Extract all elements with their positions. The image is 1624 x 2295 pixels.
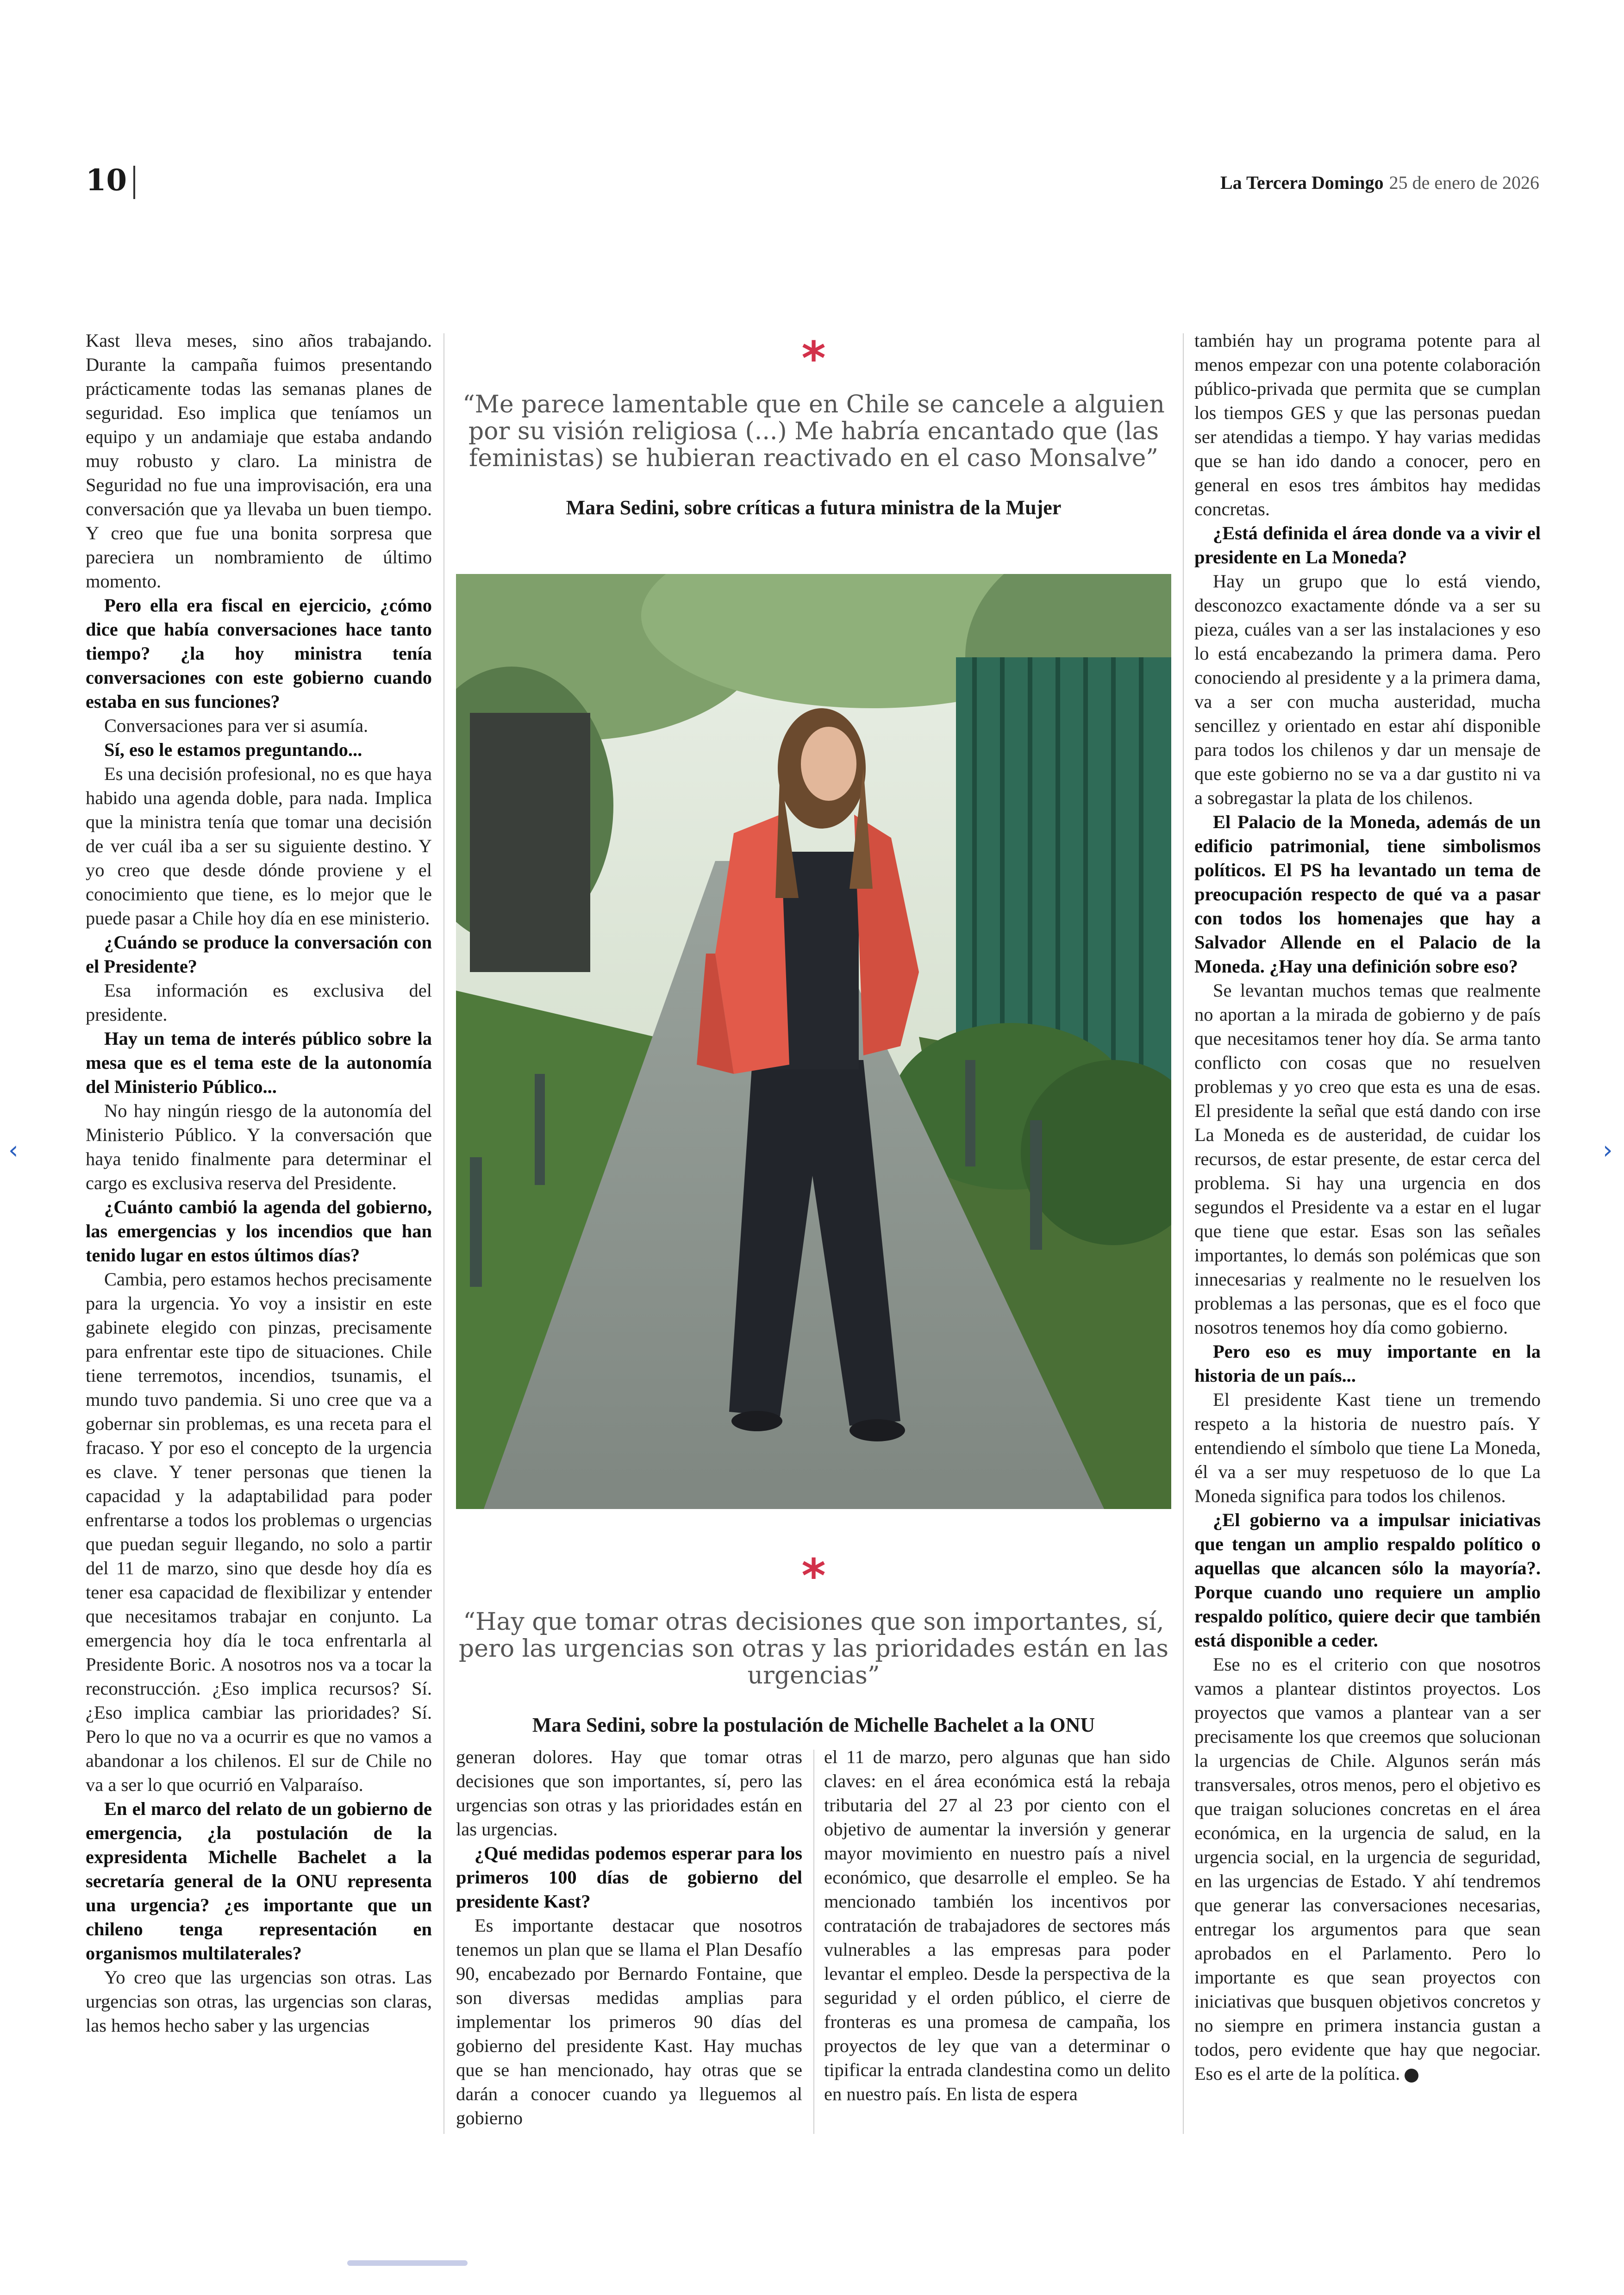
article-column-2: [456, 1745, 802, 2134]
interview-answer: Yo creo que las urgencias son otras. Las urgencias son otras, las urgencias son claras, las hemos hecho saber y las urgencias: [86, 1967, 432, 2036]
interview-question: ¿Cuánto cambió la agenda del gobierno, las emergencias y los incendios que han tenido lugar en estos últimos días?: [86, 1197, 432, 1266]
asterisk-icon: *: [801, 331, 826, 386]
article-column-4: [1194, 329, 1541, 2134]
publication-date: 25 de enero de 2026: [1389, 172, 1539, 193]
interview-question: Pero eso es muy importante en la historia de un país...: [1194, 1341, 1541, 1386]
interview-question: Sí, eso le estamos preguntando...: [104, 739, 362, 760]
column-divider: [1183, 333, 1184, 2134]
article-photo: [456, 574, 1171, 1509]
interview-answer: también hay un programa potente para al menos empezar con una potente colaboración público-privada que permita que se cumplan los tiempos GES y que las personas puedan ser atendidas a tiempo. Y hay varias medidas que se han ido dando a conocer, pero en general en esos tres ámbitos hay medidas concretas.: [1194, 330, 1541, 519]
horizontal-scrollbar[interactable]: [347, 2260, 468, 2266]
interview-question: Pero ella era fiscal en ejercicio, ¿cómo dice que había conversaciones hace tanto tiempo? ¿la hoy ministra tenía conversaciones con este gobierno cuando estaba en sus funciones?: [86, 595, 432, 712]
interview-question: ¿Está definida el área donde va a vivir el presidente en La Moneda?: [1194, 523, 1541, 568]
page-header: [86, 162, 1539, 199]
pullquote-text: “Hay que tomar otras decisiones que son importantes, sí, pero las urgencias son otras y las prioridades están en las urgencias”: [458, 1608, 1169, 1690]
pullquote-bottom: [456, 1549, 1171, 1738]
interview-answer: Conversaciones para ver si asumía.: [104, 715, 369, 736]
interview-answer: Se levantan muchos temas que realmente no aportan a la mirada de gobierno y de país que necesitamos tener hoy día. Se arma tanto conflicto con cosas que no resuelven problemas y yo creo que esta es una de esas. El presidente la señal que está dando con irse La Moneda es de austeridad, de cuidar los recursos, de estar presente, de estar cerca del problema. Si hay una urgencia en dos segundos el Presidente va a estar en el lugar que tiene que estar. Esas son las señales importantes, lo demás son polémicas que son innecesarias y realmente no le resuelven los problemas a las personas, que es el foco que nosotros tenemos hoy día como gobierno.: [1194, 980, 1541, 1338]
column-divider: [813, 1750, 814, 2134]
photo-woman-walking: [456, 574, 1171, 1509]
interview-answer: generan dolores. Hay que tomar otras decisiones que son importantes, sí, pero las urgencias son otras y las prioridades están en las urgencias.: [456, 1746, 802, 1840]
interview-question: ¿Qué medidas podemos esperar para los primeros 100 días de gobierno del presidente Kast?: [456, 1843, 802, 1912]
interview-answer: Hay un grupo que lo está viendo, desconozco exactamente dónde va a ser su pieza, cuáles van a ser las instalaciones y eso lo está encabezando la primera dama. Pero conociendo al presidente y a la primera dama, va a ser con mucha austeridad, mucha sencillez y orientado en estar ahí disponible para todos los chilenos y dar un mensaje de que este gobierno no se va a dar gustito ni va a sobregastar la plata de los chilenos.: [1194, 571, 1541, 808]
interview-question: ¿El gobierno va a impulsar iniciativas que tengan un amplio respaldo político o aquellas que alcancen sólo la mayoría?. Porque cuando uno requiere un amplio respaldo político, quiere decir que también está disponible a ceder.: [1194, 1509, 1541, 1651]
interview-answer: Es importante destacar que nosotros tenemos un plan que se llama el Plan Desafío 90, encabezado por Bernardo Fontaine, que son diversas medidas amplias para implementar los primeros 90 días del gobierno del presidente Kast. Hay muchas que se han mencionado, hay otras que se darán a conocer cuando ya lleguemos al gobierno: [456, 1915, 802, 2128]
next-page-icon[interactable]: ›: [1603, 1135, 1613, 1165]
publication-name: La Tercera Domingo: [1220, 172, 1384, 193]
interview-answer: No hay ningún riesgo de la autonomía del Ministerio Público. Y la conversación que haya tenido finalmente para determinar el cargo es exclusiva reserva del Presidente.: [86, 1100, 432, 1193]
interview-answer: Kast lleva meses, sino años trabajando. Durante la campaña fuimos presentando prácticamente todas las semanas planes de seguridad. Eso implica que teníamos un equipo y un andamiaje que estaba andando muy robusto y claro. La ministra de Seguridad no fue una improvisación, era una conversación que ya llevaba un buen tiempo. Y creo que fue una bonita sorpresa que pareciera un nombramiento de último momento.: [86, 330, 432, 592]
page-number: 10: [86, 163, 127, 198]
pullquote-credit: Mara Sedini, sobre la postulación de Michelle Bachelet a la ONU: [532, 1714, 1095, 1736]
asterisk-icon: *: [801, 1549, 826, 1603]
interview-answer: Esa información es exclusiva del presidente.: [86, 980, 432, 1025]
header-divider: [133, 166, 135, 199]
interview-answer: El presidente Kast tiene un tremendo respeto a la historia de nuestro país. Y entendiendo el símbolo que tiene La Moneda, él va a ser muy respetuoso de lo que La Moneda significa para todos los chilenos.: [1194, 1389, 1541, 1506]
column-divider: [443, 333, 444, 2134]
interview-answer: Es una decisión profesional, no es que haya habido una agenda doble, para nada. Implica que la ministra tenía que tomar una decisión de ver cuál iba a ser su siguiente destino. Y yo creo que desde dónde proviene y el conocimiento que tiene, es lo mejor que le puede pasar a Chile hoy día en ese ministerio.: [86, 763, 432, 929]
interview-question: ¿Cuándo se produce la conversación con el Presidente?: [86, 932, 432, 977]
pullquote-credit: Mara Sedini, sobre críticas a futura ministra de la Mujer: [566, 496, 1062, 519]
interview-answer: Cambia, pero estamos hechos precisamente para la urgencia. Yo voy a insistir en este gabinete elegido con pinzas, precisamente para enfrentar este tipo de situaciones. Chile tiene terremotos, incendios, tsunamis, el mundo tuvo pandemia. Si uno cree que va a gobernar sin problemas, es una receta para el fracaso. Y por eso el concepto de la urgencia es clave. Y tener personas que tienen la capacidad y la adaptabilidad para poder enfrentarse a todos los problemas o urgencias que puedan seguir llegando, no solo a partir del 11 de marzo, sino que desde hoy día es tener esa capacidad de flexibilizar y entender que necesitamos trabajar en conjunto. La emergencia hoy día le toca enfrentarla al Presidente Boric. A nosotros nos va a tocar la reconstrucción. ¿Eso implica recursos? Sí. ¿Eso implica cambiar las prioridades? Sí. Pero lo que no va a ocurrir es que no vamos a abandonar a los chilenos. El sur de Chile no va a ser lo que ocurrió en Valparaíso.: [86, 1269, 432, 1795]
article-column-3: [824, 1745, 1170, 2134]
end-of-article-icon: ●: [1405, 2069, 1418, 2083]
pullquote-text: “Me parece lamentable que en Chile se cancele a alguien por su visión religiosa (...) Me habría encantado que (las feministas) se hubieran reactivado en el caso Monsalve”: [462, 391, 1165, 472]
interview-question: El Palacio de la Moneda, además de un edificio patrimonial, tiene simbolismos políticos. El PS ha levantado un tema de preocupación respecto de qué va a pasar con todos los homenajes que hay a Salvador Allende en el Palacio de la Moneda. ¿Hay una definición sobre eso?: [1194, 811, 1541, 977]
pullquote-top: [456, 331, 1171, 521]
previous-page-icon[interactable]: ‹: [8, 1135, 19, 1165]
masthead: [1220, 171, 1539, 194]
interview-question: En el marco del relato de un gobierno de emergencia, ¿la postulación de la expresidenta Michelle Bachelet a la secretaría general de la ONU representa una urgencia? ¿es importante que un chileno tenga representación en organismos multilaterales?: [86, 1798, 432, 1964]
interview-answer: el 11 de marzo, pero algunas que han sido claves: en el área económica está la rebaja tributaria del 27 al 23 por ciento con el objetivo de aumentar la inversión y generar mayor movimiento en nuestro país a nivel económico, que desarrolle el empleo. Se ha mencionado también los incentivos por contratación de trabajadores de sectores más vulnerables a las empresas para poder levantar el empleo. Desde la perspectiva de la seguridad y el orden público, el cierre de fronteras es una promesa de campaña, los proyectos de ley que van a determinar o tipificar la entrada clandestina como un delito en nuestro país. En lista de espera: [824, 1746, 1170, 2104]
interview-answer: Ese no es el criterio con que nosotros vamos a plantear distintos proyectos. Los proyectos que vamos a plantear van a ser precisamente los que creemos que solucionan la urgencias de Chile. Algunos serán más transversales, otros menos, pero el objetivo es que traigan soluciones concretas en el área económica, en la urgencia de salud, en la urgencia social, en la urgencia de seguridad, en las urgencias de Estado. Y ahí tendremos que generar las conversaciones necesarias, entregar los argumentos para que sean aprobados en el Parlamento. Pero lo importante es que sean proyectos con iniciativas que busquen objetivos concretos y no siempre en primera instancia gustan a todos, pero evidente que hay que negociar. Eso es el arte de la política. ●: [1194, 1654, 1541, 2084]
interview-question: Hay un tema de interés público sobre la mesa que es el tema este de la autonomía del Ministerio Público...: [86, 1028, 432, 1097]
article-column-1: [86, 329, 432, 2134]
